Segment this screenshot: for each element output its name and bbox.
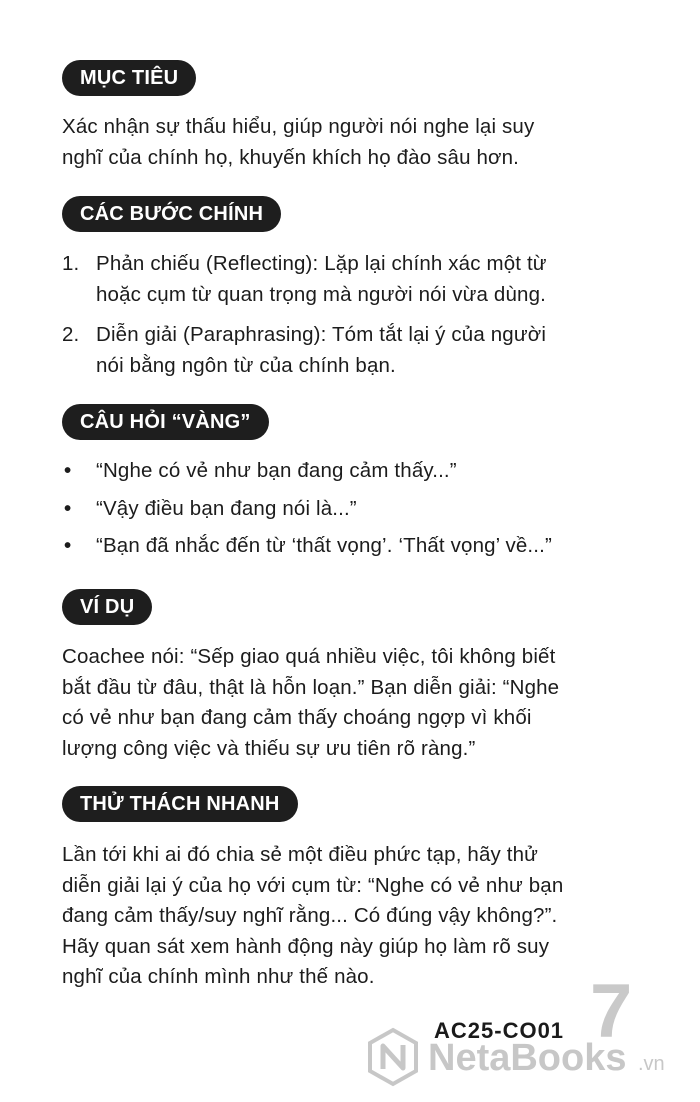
goal-line-2: nghĩ của chính họ, khuyến khích họ đào sâu hơn. <box>62 145 520 169</box>
example-paragraph <box>62 642 642 764</box>
section-heading-challenge: THỬ THÁCH NHANH <box>62 786 298 822</box>
steps-list <box>62 249 642 381</box>
question-1: “Nghe có vẻ như bạn đang cảm thấy...” <box>96 459 457 482</box>
goal-line-1: Xác nhận sự thấu hiểu, giúp người nói nghe lại suy <box>62 115 535 138</box>
list-item <box>62 249 642 310</box>
question-2: “Vậy điều bạn đang nói là...” <box>96 496 357 520</box>
challenge-line-4: Hãy quan sát xem hành động này giúp họ làm rõ suy <box>62 934 550 958</box>
challenge-paragraph <box>62 840 642 993</box>
watermark-text: NetaBooks <box>428 1037 627 1079</box>
list-item <box>62 531 642 562</box>
list-item <box>62 320 642 381</box>
challenge-line-2: diễn giải lại ý của họ với cụm từ: “Nghe có vẻ như bạn <box>62 873 564 897</box>
step-2-line-1: Diễn giải (Paraphrasing): Tóm tắt lại ý của người <box>96 323 547 346</box>
section-heading-steps: CÁC BƯỚC CHÍNH <box>62 196 281 232</box>
questions-list <box>62 456 642 562</box>
example-line-1: Coachee nói: “Sếp giao quá nhiều việc, tôi không biết <box>62 645 556 668</box>
step-1-line-2: hoặc cụm từ quan trọng mà người nói vừa dùng. <box>96 282 546 306</box>
section-heading-goal: MỤC TIÊU <box>62 60 196 96</box>
section-heading-questions: CÂU HỎI “VÀNG” <box>62 404 269 440</box>
step-number: 2. <box>62 323 80 346</box>
challenge-line-5: nghĩ của chính mình như thế nào. <box>62 965 375 988</box>
bullet-marker: • <box>64 459 72 482</box>
netabooks-watermark <box>366 1024 686 1090</box>
example-line-4: lượng công việc và thiếu sự ưu tiên rõ ràng.” <box>62 736 476 760</box>
list-item <box>62 456 642 487</box>
question-3: “Bạn đã nhắc đến từ ‘thất vọng’. ‘Thất vọng’ về...” <box>96 534 552 557</box>
step-1-line-1: Phản chiếu (Reflecting): Lặp lại chính xác một từ <box>96 252 547 275</box>
bullet-marker: • <box>64 496 72 520</box>
challenge-line-1: Lần tới khi ai đó chia sẻ một điều phức tạp, hãy thử <box>62 843 539 866</box>
list-item <box>62 494 642 525</box>
page-number: 7 <box>590 969 633 1054</box>
goal-paragraph <box>62 112 642 173</box>
netabooks-logo-icon <box>366 1024 686 1090</box>
section-heading-example: VÍ DỤ <box>62 589 152 625</box>
step-2-line-2: nói bằng ngôn từ của chính bạn. <box>96 353 396 377</box>
step-number: 1. <box>62 252 80 275</box>
example-line-3: có vẻ như bạn đang cảm thấy choáng ngợp vì khối <box>62 706 532 729</box>
challenge-line-3: đang cảm thấy/suy nghĩ rằng... Có đúng vậy không?”. <box>62 904 558 927</box>
bullet-marker: • <box>64 534 72 557</box>
watermark-suffix: .vn <box>638 1053 665 1075</box>
book-code: AC25-CO01 <box>434 1018 565 1043</box>
example-line-2: bắt đầu từ đâu, thật là hỗn loạn.” Bạn diễn giải: “Nghe <box>62 675 560 699</box>
